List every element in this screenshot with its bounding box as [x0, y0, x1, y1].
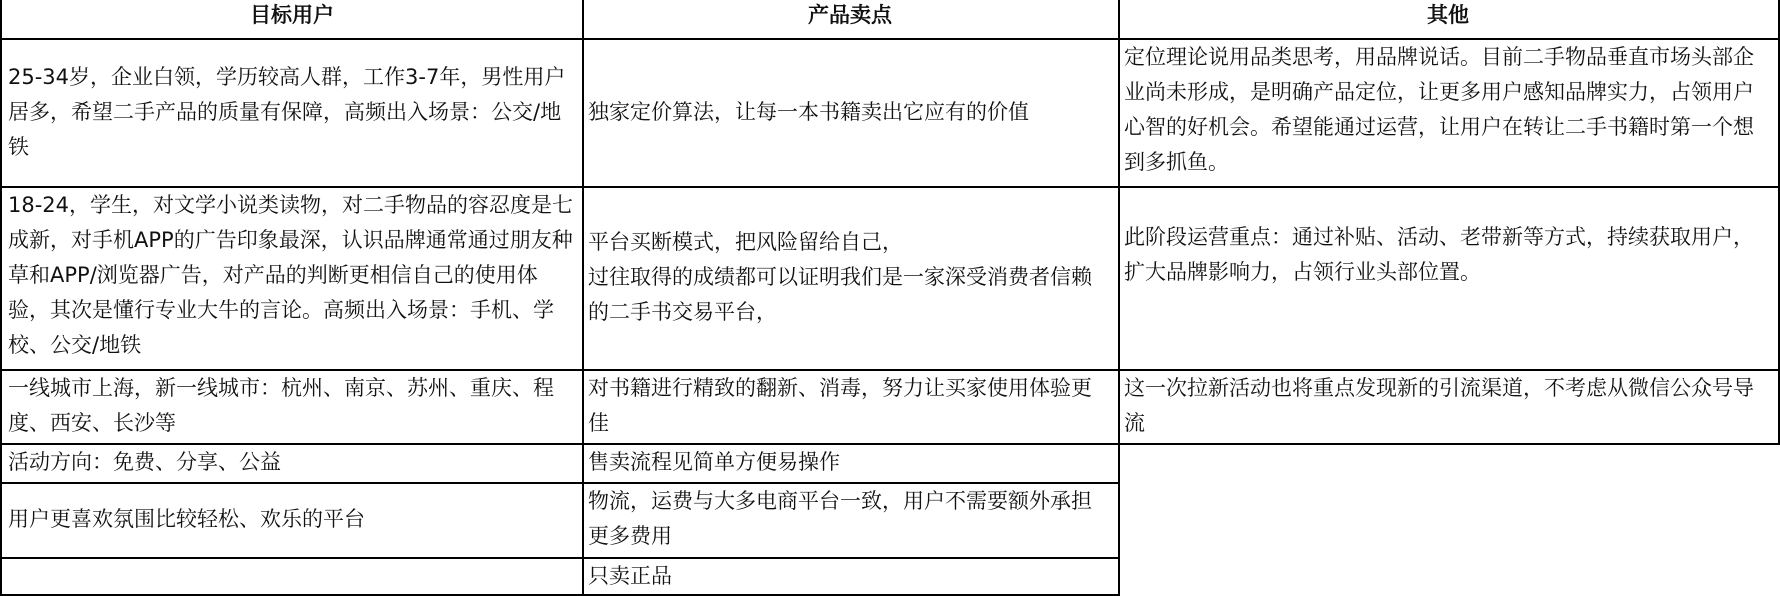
target-user-cell-1: [0, 38, 584, 188]
selling-point-cell-2: [582, 186, 1120, 371]
selling-point-text-4: 售卖流程见简单方便易操作: [588, 450, 840, 474]
target-user-cell-5: [0, 482, 584, 559]
target-user-cell-empty: [0, 557, 584, 596]
selling-point-cell-3: [582, 369, 1120, 445]
target-user-text-2: 18-24，学生，对文学小说类读物，对二手物品的容忍度是七成新，对手机APP的广告印象最深，认识品牌通常通过朋友种草和APP/浏览器广告，对产品的判断更相信自己的使用体验，其次是懂行专业大牛的言论。高频出入场景：手机、学校、公交/地铁: [8, 193, 574, 357]
target-user-text-5: 用户更喜欢氛围比较轻松、欢乐的平台: [8, 507, 365, 531]
target-user-cell-2: [0, 186, 584, 371]
other-cell-1: [1118, 38, 1780, 188]
target-user-text-3: 一线城市上海，新一线城市：杭州、南京、苏州、重庆、程度、西安、长沙等: [8, 376, 554, 435]
selling-point-text-2a: 平台买断模式，把风险留给自己，: [588, 230, 903, 254]
header-other: 其他: [1118, 0, 1780, 40]
selling-point-cell-1: [582, 38, 1120, 188]
other-cell-3: [1118, 369, 1780, 445]
other-text-3: 这一次拉新活动也将重点发现新的引流渠道，不考虑从微信公众号导流: [1124, 376, 1754, 435]
target-user-text-4: 活动方向：免费、分享、公益: [8, 450, 281, 474]
selling-point-text-5: 物流，运费与大多电商平台一致，用户不需要额外承担更多费用: [588, 489, 1092, 548]
selling-point-text-3: 对书籍进行精致的翻新、消毒，努力让买家使用体验更佳: [588, 376, 1092, 435]
other-text-2: 此阶段运营重点：通过补贴、活动、老带新等方式，持续获取用户，扩大品牌影响力，占领行业头部位置。: [1124, 225, 1754, 284]
target-user-cell-4: [0, 443, 584, 484]
selling-point-text-2b: 过往取得的成绩都可以证明我们是一家深受消费者信赖的二手书交易平台，: [588, 265, 1092, 324]
other-cell-2: [1118, 186, 1780, 371]
header-selling-points: 产品卖点: [582, 0, 1120, 40]
selling-point-cell-6: [582, 557, 1120, 596]
selling-point-cell-5: [582, 482, 1120, 559]
target-user-cell-3: [0, 369, 584, 445]
selling-point-text-6: 只卖正品: [588, 564, 672, 588]
other-text-1: 定位理论说用品类思考，用品牌说话。目前二手物品垂直市场头部企业尚未形成，是明确产品定位，让更多用户感知品牌实力，占领用户心智的好机会。希望能通过运营，让用户在转让二手书籍时第一个想到多抓鱼。: [1124, 45, 1754, 174]
header-target-users: 目标用户: [0, 0, 584, 40]
target-user-text-1: 25-34岁，企业白领，学历较高人群，工作3-7年，男性用户居多，希望二手产品的质量有保障，高频出入场景：公交/地铁: [8, 64, 566, 159]
selling-point-cell-4: [582, 443, 1120, 484]
selling-point-text-1: 独家定价算法，让每一本书籍卖出它应有的价值: [588, 99, 1029, 124]
